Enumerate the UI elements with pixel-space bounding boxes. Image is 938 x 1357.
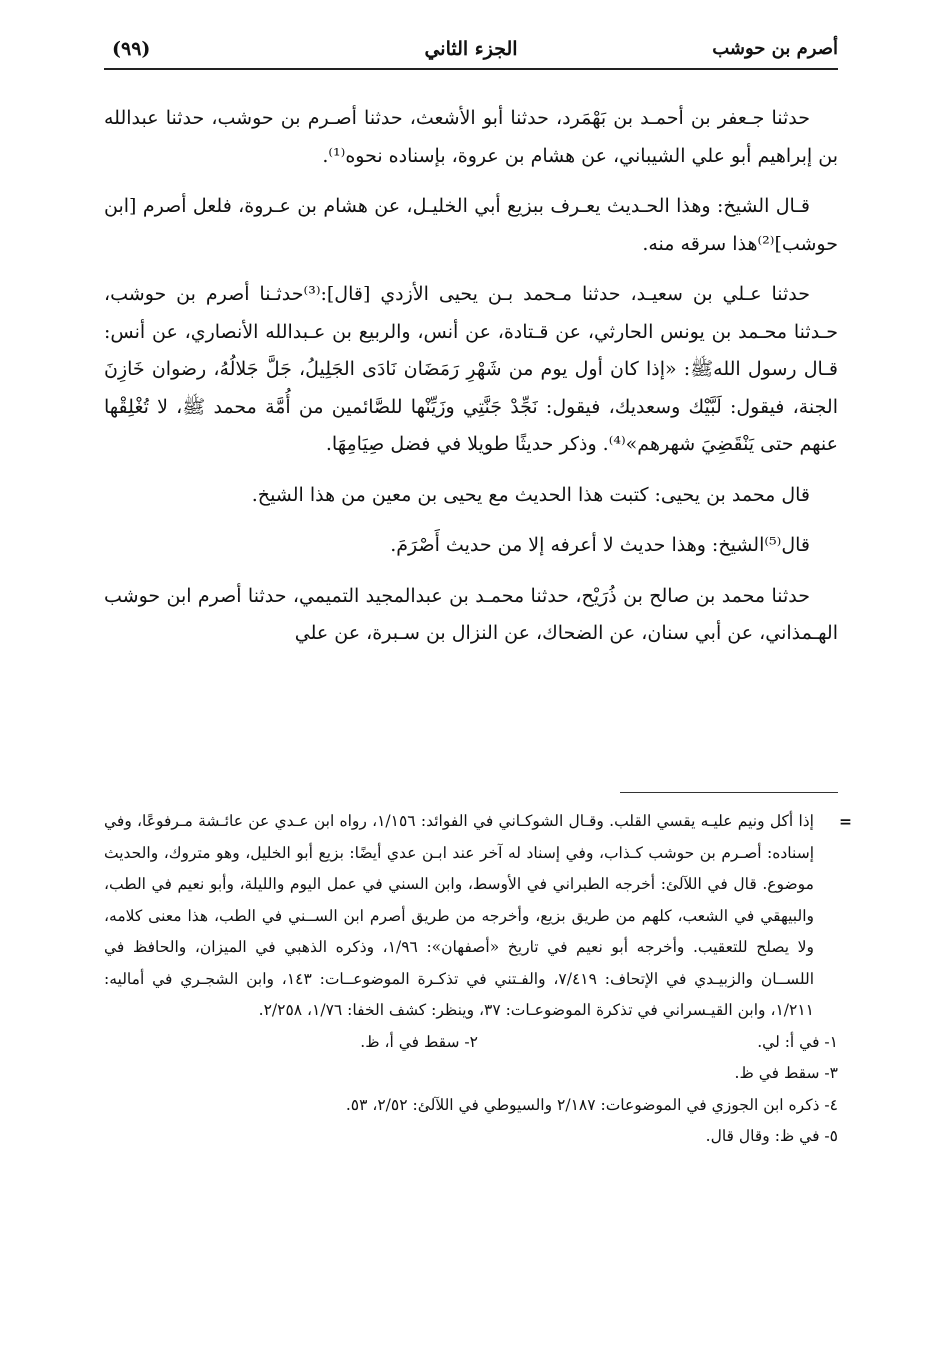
footnote-1: ١- في أ: لي. <box>757 1032 838 1051</box>
paragraph: قال محمد بن يحيى: كتبت هذا الحديث مع يحيى بن معين من هذا الشيخ. <box>251 483 810 506</box>
footnote-continuation <box>104 806 852 1027</box>
paragraph: حدثنا محمد بن صالح بن ذُرَيْح، حدثنا محمـد بن عبدالمجيد التميمي، حدثنا أصرم ابن حوشب الهـمذاني، عن أبي سنان، عن الضحاك، عن النزال بن سـبرة، عن علي <box>104 584 838 644</box>
paragraph: قال⁽⁵⁾الشيخ: وهذا حديث لا أعرفه إلا من حديث أَصْرَمَ. <box>390 534 810 556</box>
paragraph: حدثنا عـلي بن سعيـد، حدثنا مـحمد بـن يحيى الأزدي [قال]:⁽³⁾حدثـنا أصرم بن حوشب، حـدثنا محـمد بن يونس الحارثي، عن قـتادة، عن أنس، والربيع بن عـبدالله الأنصاري، عن أنس: قـال رسول اللهﷺ: «إذا كان أول يوم من شَهْرِ رَمَضَان نَادَى الجَلِيلُ، جَلَّ جَلالُهُ، رضوان خَازِنَ الجنة، فيقول: لَبَّيْك وسعديك، فيقول: نَجِّدْ جَنَّتِي وزَيِّنْها للصَّائمين من أُمَّة محمد ﷺ، لا تُغْلِقْها عنهم حتى يَنْقَضِيَ شهرهم»⁽⁴⁾. وذكر حديثًا طويلا في فضل صِيَامِهَا. <box>104 283 838 455</box>
header-rule <box>104 68 838 70</box>
paragraph: قـال الشيخ: وهذا الحـديث يعـرف ببزيع أبي الخليـل، عن هشام بن عـروة، فلعل أصرم [ابن حوشب]⁽²⁾هذا سرقه منه. <box>104 195 838 255</box>
main-text <box>104 100 838 666</box>
continuation-marker: = <box>839 812 852 831</box>
footnote-2: ٢- سقط في أ، ظ. <box>360 1032 478 1051</box>
footnote-3: ٣- سقط في ظ. <box>734 1064 838 1082</box>
footnote-continuation-text: إذا أكل ونيم عليـه يقسي القلب. وقـال الشوكـاني في الفوائد: ١/١٥٦، رواه ابن عـدي عن عائـشة مـرفوعًا، وفي إسناده: أصـرم بن حوشب كـذاب، وفي إسناد له آخر عند ابـن عدي أيضًا: بزيع أبو الخليل، وهو متروك، والحديث موضوع. قال في اللآلئ: أخرجه الطبراني في الأوسط، وابن السني في عمل اليوم والليلة، وأبو نعيم في الطب، والبيهقي في الشعب، كلهم من طريق بزيع، وأخرجه من طريق أصرم ابن الســني في الطب، هذا معنى كلامه، ولا يصلح للتعقيب. وأخرجه أبو نعيم في تاريخ «أصفهان»: ١/٩٦، وذكره الذهبي في الميزان، والحافظ في اللســان والزبيـدي في الإتحاف: ٧/٤١٩، والفـتني في تذكـرة الموضوعــات: ١٤٣، وابن الشجـري في أماليه: ١/٢١١، وابن القيـسراني في تذكرة الموضوعـات: ٣٧، وينظر: كشف الخفا: ١/٧٦، ٢/٢٥٨. <box>104 812 815 1019</box>
footnote-row <box>104 1027 838 1059</box>
footnote-5: ٥- في ظ: وقال قال. <box>705 1127 838 1145</box>
volume-title: الجزء الثاني <box>424 38 518 60</box>
paragraph: حدثنا جـعفر بن أحمـد بن بَهْمَرد، حدثنا أبو الأشعث، حدثنا أصـرم بن حوشب، حدثنا عبدالله بن إبراهيم أبو علي الشيباني، عن هشام بن عروة، بإسناده نحوه⁽¹⁾. <box>104 107 838 167</box>
page-header <box>104 28 838 72</box>
book-title: أصرم بن حوشب <box>712 38 838 59</box>
footnote-4: ٤- ذكره ابن الجوزي في الموضوعات: ٢/١٨٧ والسيوطي في اللآلئ: ٢/٥٢، ٥٣. <box>345 1095 838 1114</box>
footnote-divider <box>620 792 838 793</box>
footnotes <box>104 806 852 1153</box>
page-number: (٩٩) <box>112 38 151 60</box>
